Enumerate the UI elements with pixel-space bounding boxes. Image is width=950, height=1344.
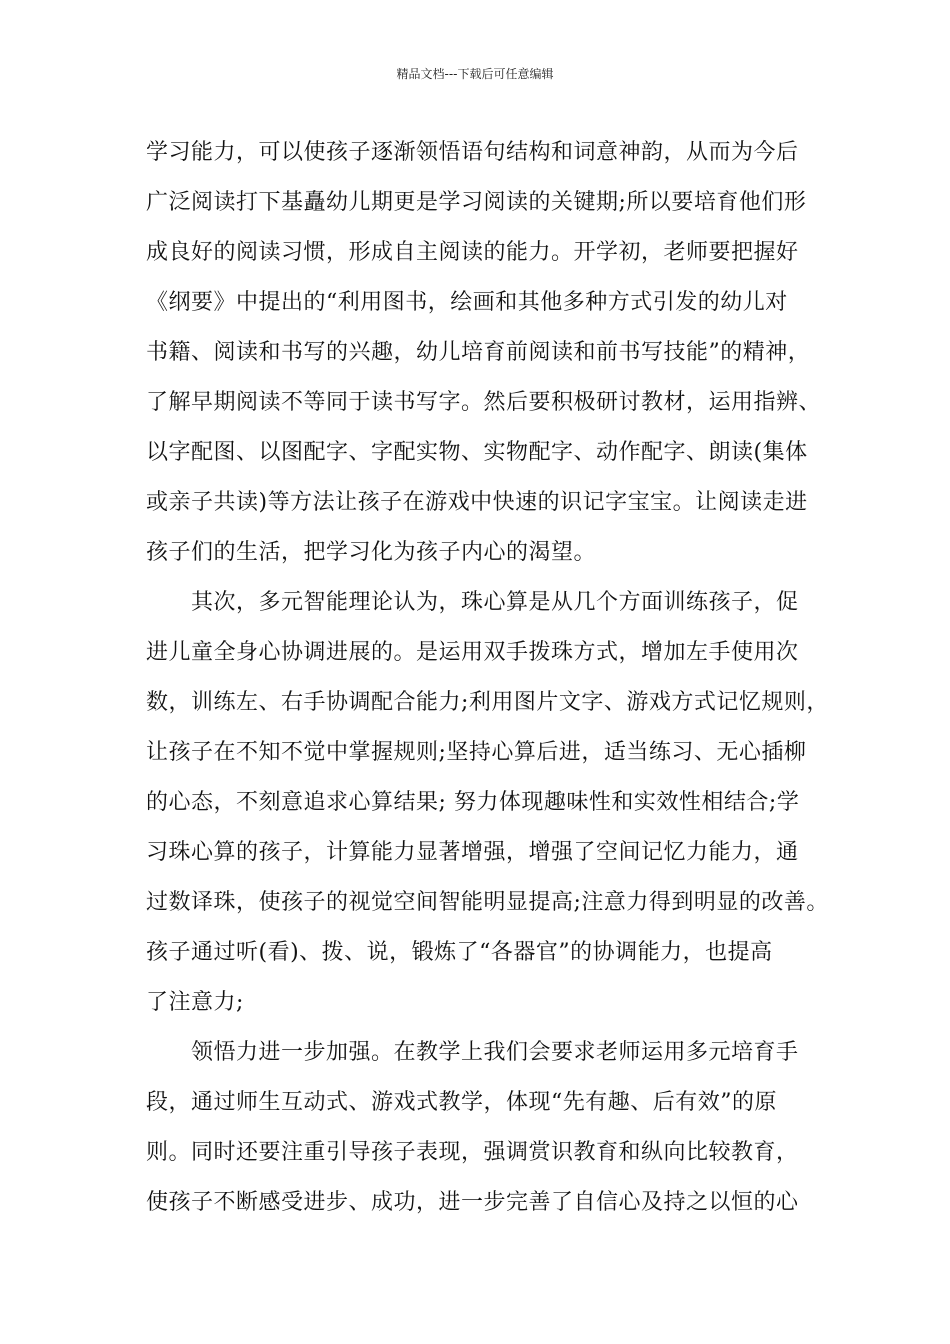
text-line: 则。同时还要注重引导孩子表现，强调赏识教育和纵向比较教育， — [146, 1140, 799, 1165]
text-line: 孩子们的生活，把学习化为孩子内心的渴望。 — [146, 540, 597, 565]
text-line: 以字配图、以图配字、字配实物、实物配字、动作配字、朗读(集体 — [146, 440, 808, 465]
text-line: 或亲子共读)等方法让孩子在游戏中快速的识记字宝宝。让阅读走进 — [146, 490, 808, 515]
text-line: 成良好的阅读习惯，形成自主阅读的能力。开学初，老师要把握好 — [146, 240, 799, 265]
document-body — [146, 128, 829, 1228]
page-header: 精品文档---下载后可任意编辑 — [396, 67, 554, 81]
text-line: 领悟力进一步加强。在教学上我们会要求老师运用多元培育手 — [191, 1040, 799, 1065]
text-line: 数，训练左、右手协调配合能力;利用图片文字、游戏方式记忆规则， — [146, 690, 829, 715]
text-line: 进儿童全身心协调进展的。是运用双手拨珠方式，增加左手使用次 — [146, 640, 799, 665]
text-line: 《纲要》中提出的“利用图书，绘画和其他多种方式引发的幼儿对 — [146, 290, 788, 315]
text-line: 了解早期阅读不等同于读书写字。然后要积极研讨教材，运用指辨、 — [146, 390, 822, 415]
text-line: 广泛阅读打下基矗幼儿期更是学习阅读的关键期;所以要培育他们形 — [146, 190, 807, 215]
text-line: 过数译珠，使孩子的视觉空间智能明显提高;注意力得到明显的改善。 — [146, 890, 829, 915]
text-line: 使孩子不断感受进步、成功，进一步完善了自信心及持之以恒的心 — [146, 1190, 799, 1215]
text-line: 其次，多元智能理论认为，珠心算是从几个方面训练孩子，促 — [191, 590, 799, 615]
text-line: 的心态，不刻意追求心算结果; 努力体现趣味性和实效性相结合;学 — [146, 790, 800, 815]
text-line: 了注意力; — [146, 990, 244, 1015]
text-line: 段，通过师生互动式、游戏式教学，体现“先有趣、后有效”的原 — [146, 1090, 777, 1115]
text-line: 学习能力，可以使孩子逐渐领悟语句结构和词意神韵，从而为今后 — [146, 140, 799, 165]
text-line: 孩子通过听(看)、拨、说，锻炼了“各器官”的协调能力，也提高 — [146, 940, 773, 965]
text-line: 习珠心算的孩子，计算能力显著增强，增强了空间记忆力能力，通 — [146, 840, 799, 865]
text-line: 让孩子在不知不觉中掌握规则;坚持心算后进，适当练习、无心插柳 — [146, 740, 807, 765]
text-line: 书籍、阅读和书写的兴趣，幼儿培育前阅读和前书写技能”的精神， — [146, 340, 811, 365]
